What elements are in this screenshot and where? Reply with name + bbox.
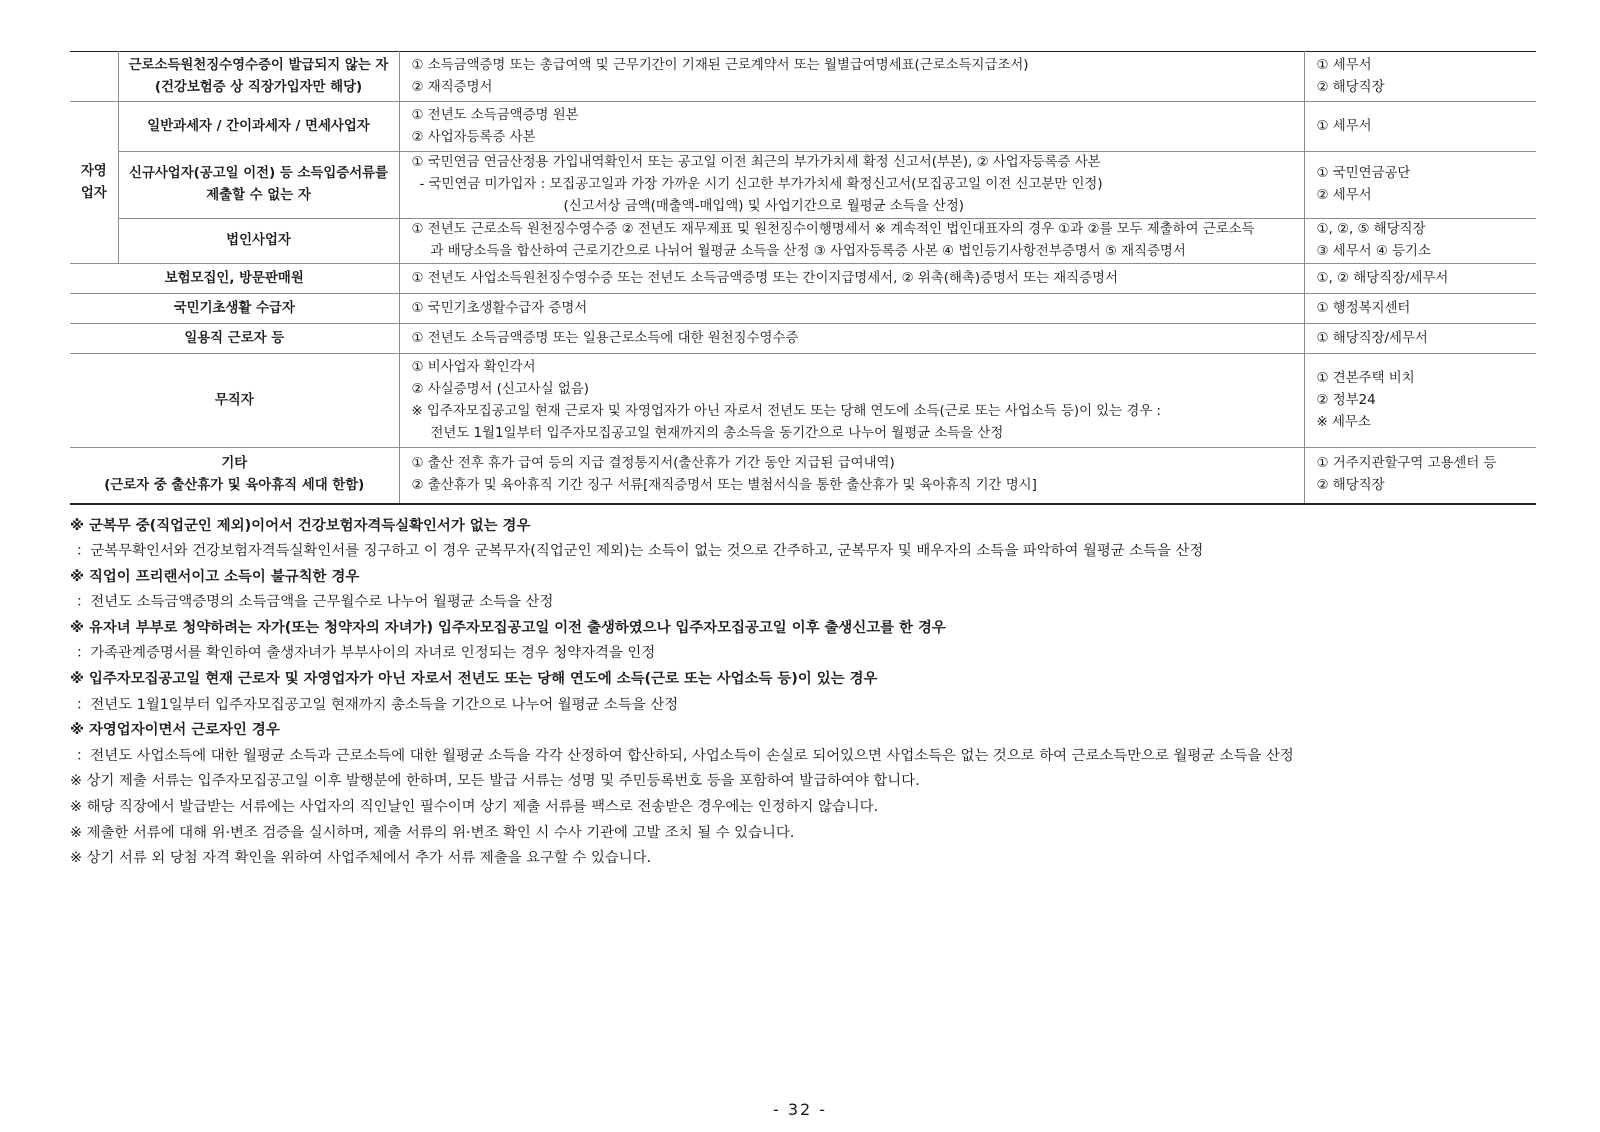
table-row <box>70 324 1536 354</box>
document-item: ② 출산휴가 및 육아휴직 기간 징구 서류[재직증명서 또는 별첨서식을 통한 출산휴가 및 육아휴직 기간 명시] <box>411 478 1037 494</box>
document-page <box>70 51 1536 872</box>
table-row <box>70 152 1536 219</box>
document-item: ① 출산 전후 휴가 급여 등의 지급 결정통지서(출산휴가 기간 동안 지급된 급여내역) <box>411 456 895 472</box>
category-cell <box>118 152 399 219</box>
table-row <box>70 448 1536 504</box>
documents-cell <box>399 264 1304 294</box>
issuer-item: ①, ② 해당직장/세무서 <box>1316 270 1449 286</box>
note-heading: ※ 자영업자이면서 근로자인 경우 <box>70 722 280 739</box>
issuer-item: ① 세무서 <box>1316 118 1372 134</box>
issuer-item: ※ 세무소 <box>1316 414 1371 430</box>
document-item: ② 재직증명서 <box>411 79 493 95</box>
category-line: 국민기초생활 수급자 <box>173 300 295 316</box>
document-item: ① 소득금액증명 또는 총급여액 및 근무기간이 기재된 근로계약서 또는 월별급여명세표(근로소득지급조서) <box>411 57 1029 73</box>
income-documents-table <box>70 51 1536 505</box>
issuer-item: ③ 세무서 ④ 등기소 <box>1316 244 1431 259</box>
document-item: - 국민연금 미가입자 : 모집공고일과 가장 가까운 시기 신고한 부가가치세 확정신고서(모집공고일 이전 신고분만 인정) <box>419 177 1103 192</box>
note-heading: ※ 군복무 중(직업군인 제외)이어서 건강보험자격득실확인서가 없는 경우 <box>70 517 531 534</box>
category-line: 기타 <box>221 456 248 472</box>
category-line: 제출할 수 없는 자 <box>206 188 311 203</box>
documents-cell <box>399 152 1304 219</box>
document-item: (신고서상 금액(매출액-매입액) 및 사업기간으로 월평균 소득을 산정) <box>563 199 965 214</box>
document-item: ② 사업자등록증 사본 <box>411 129 536 145</box>
note-text: ：전년도 사업소득에 대한 월평균 소득과 근로소득에 대한 월평균 소득을 각각 산정하여 합산하되, 사업소득이 손실로 되어있으면 사업소득은 없는 것으로 하여 근로소득만으로 월평균 소득을 산정 <box>76 747 1294 764</box>
documents-cell <box>399 102 1304 152</box>
document-item: 전년도 1월1일부터 입주자모집공고일 현재까지의 총소득을 동기간으로 나누어 월평균 소득을 산정 <box>430 425 1004 441</box>
issuer-cell <box>1304 264 1536 294</box>
category-line: 법인사업자 <box>226 233 291 248</box>
category-line: 일용직 근로자 등 <box>184 330 285 346</box>
empty-cell <box>70 52 118 102</box>
issuer-item: ② 세무서 <box>1316 188 1372 203</box>
category-cell <box>70 448 399 504</box>
issuer-cell <box>1304 324 1536 354</box>
issuer-cell <box>1304 52 1536 102</box>
issuer-cell <box>1304 294 1536 324</box>
document-item: ① 전년도 근로소득 원천징수영수증 ② 전년도 재무제표 및 원천징수이행명세서 ※ 계속적인 법인대표자의 경우 ①과 ②를 모두 제출하여 근로소득 <box>411 222 1255 237</box>
category-line: 일반과세자 / 간이과세자 / 면세사업자 <box>147 118 370 134</box>
note-text: ：전년도 소득금액증명의 소득금액을 근무월수로 나누어 월평균 소득을 산정 <box>76 594 554 611</box>
category-cell <box>70 324 399 354</box>
page-number: - 32 - <box>772 1100 828 1119</box>
issuer-item: ①, ②, ⑤ 해당직장 <box>1316 222 1426 237</box>
issuer-item: ① 행정복지센터 <box>1316 300 1411 316</box>
note-text: ※ 상기 제출 서류는 입주자모집공고일 이후 발행분에 한하며, 모든 발급 서류는 성명 및 주민등록번호 등을 포함하여 발급하여야 합니다. <box>70 773 920 790</box>
note-text: ※ 제출한 서류에 대해 위·변조 검증을 실시하며, 제출 서류의 위·변조 확인 시 수사 기관에 고발 조치 될 수 있습니다. <box>70 824 795 841</box>
documents-cell <box>399 354 1304 448</box>
document-item: 과 배당소득을 합산하여 근로기간으로 나뉘어 월평균 소득을 산정 ③ 사업자등록증 사본 ④ 법인등기사항전부증명서 ⑤ 재직증명서 <box>430 244 1186 259</box>
document-item: ① 전년도 사업소득원천징수영수증 또는 전년도 소득금액증명 또는 간이지급명세서, ② 위촉(해촉)증명서 또는 재직증명서 <box>411 270 1118 286</box>
issuer-item: ② 해당직장 <box>1316 79 1385 95</box>
table-row <box>70 219 1536 264</box>
issuer-item: ① 세무서 <box>1316 57 1372 73</box>
document-item: ① 국민연금 연금산정용 가입내역확인서 또는 공고일 이전 최근의 부가가치세 확정 신고서(부본), ② 사업자등록증 사본 <box>411 155 1101 170</box>
issuer-cell <box>1304 219 1536 264</box>
category-cell <box>118 102 399 152</box>
table-row <box>70 354 1536 448</box>
category-cell <box>70 294 399 324</box>
category-line: 보험모집인, 방문판매원 <box>164 270 304 286</box>
issuer-item: ① 국민연금공단 <box>1316 166 1411 181</box>
notes-section <box>70 514 1536 872</box>
note-text: ※ 해당 직장에서 발급받는 서류에는 사업자의 직인날인 필수이며 상기 제출 서류를 팩스로 전송받은 경우에는 인정하지 않습니다. <box>70 799 879 816</box>
note-heading: ※ 유자녀 부부로 청약하려는 자가(또는 청약자의 자녀가) 입주자모집공고일 이전 출생하였으나 입주자모집공고일 이후 출생신고를 한 경우 <box>70 619 946 636</box>
note-heading: ※ 직업이 프리랜서이고 소득이 불규칙한 경우 <box>70 568 360 585</box>
issuer-cell <box>1304 448 1536 504</box>
category-line: 업자 <box>80 185 107 201</box>
note-text: ※ 상기 서류 외 당첨 자격 확인을 위하여 사업주체에서 추가 서류 제출을 요구할 수 있습니다. <box>70 850 652 867</box>
note-text: ：군복무확인서와 건강보험자격득실확인서를 징구하고 이 경우 군복무자(직업군인 제외)는 소득이 없는 것으로 간주하고, 군복무자 및 배우자의 소득을 파악하여 월평균 소득을 산정 <box>76 543 1204 560</box>
document-item: ① 국민기초생활수급자 증명서 <box>411 300 588 316</box>
issuer-cell <box>1304 354 1536 448</box>
issuer-item: ① 해당직장/세무서 <box>1316 330 1428 346</box>
category-line: 신규사업자(공고일 이전) 등 소득입증서류를 <box>128 166 389 181</box>
table-row <box>70 102 1536 152</box>
issuer-cell <box>1304 102 1536 152</box>
document-item: ① 전년도 소득금액증명 또는 일용근로소득에 대한 원천징수영수증 <box>411 330 799 346</box>
category-cell <box>118 219 399 264</box>
category-line: 근로소득원천징수영수증이 발급되지 않는 자 <box>128 57 389 73</box>
category-cell <box>70 264 399 294</box>
documents-cell <box>399 52 1304 102</box>
category-line: (건강보험증 상 직장가입자만 해당) <box>154 79 363 95</box>
document-item: ② 사실증명서 (신고사실 없음) <box>411 381 590 397</box>
issuer-item: ② 정부24 <box>1316 392 1376 408</box>
table-row <box>70 264 1536 294</box>
category-line: 자영 <box>80 163 107 179</box>
document-item: ※ 입주자모집공고일 현재 근로자 및 자영업자가 아닌 자로서 전년도 또는 당해 연도에 소득(근로 또는 사업소득 등)이 있는 경우 : <box>411 403 1162 419</box>
document-item: ① 비사업자 확인각서 <box>411 359 536 375</box>
self-employed-label <box>70 102 118 264</box>
issuer-item: ① 거주지관할구역 고용센터 등 <box>1316 456 1497 472</box>
documents-cell <box>399 294 1304 324</box>
document-item: ① 전년도 소득금액증명 원본 <box>411 107 579 123</box>
category-cell <box>70 354 399 448</box>
documents-cell <box>399 324 1304 354</box>
category-line: 무직자 <box>214 392 254 408</box>
issuer-item: ① 견본주택 비치 <box>1316 370 1415 386</box>
note-heading: ※ 입주자모집공고일 현재 근로자 및 자영업자가 아닌 자로서 전년도 또는 당해 연도에 소득(근로 또는 사업소득 등)이 있는 경우 <box>70 671 878 688</box>
category-cell <box>118 52 399 102</box>
issuer-cell <box>1304 152 1536 219</box>
documents-cell <box>399 219 1304 264</box>
note-text: ：전년도 1월1일부터 입주자모집공고일 현재까지 총소득을 기간으로 나누어 월평균 소득을 산정 <box>76 696 679 713</box>
table-row <box>70 294 1536 324</box>
issuer-item: ② 해당직장 <box>1316 478 1385 494</box>
documents-cell <box>399 448 1304 504</box>
note-text: ：가족관계증명서를 확인하여 출생자녀가 부부사이의 자녀로 인정되는 경우 청약자격을 인정 <box>76 645 656 662</box>
table-row <box>70 52 1536 102</box>
category-line: (근로자 중 출산휴가 및 육아휴직 세대 한함) <box>104 478 365 494</box>
